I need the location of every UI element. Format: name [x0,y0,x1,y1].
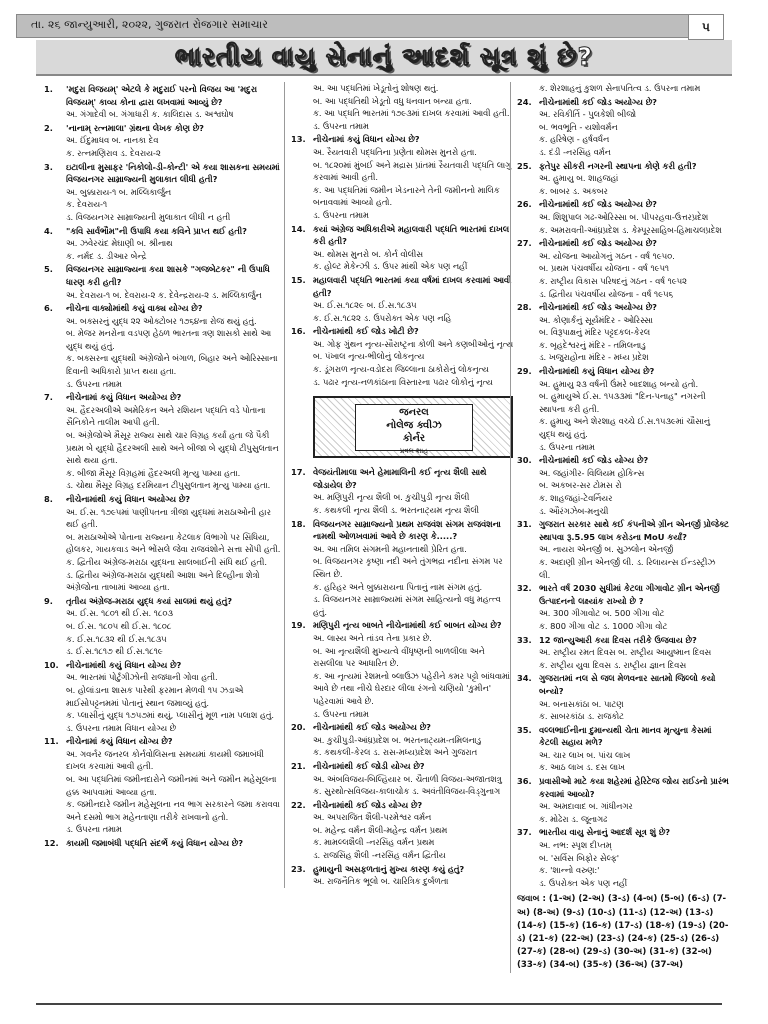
answer-option: ડ. દ્વિતીય પંચવર્ષીય યોજના - વર્ષ ૧૯૫૬ [539,288,674,299]
answer-option: ડ. ઉપરના તમામ [539,441,595,452]
answer-option: બ. 'સર્વિસ બિફોર સેલ્ફ' [539,852,620,863]
answer-option: ક. રત્નમણિરાવ ડ. દેવરાય-૨ [66,147,161,158]
question-number: 33. [517,634,532,645]
page-title: ભારતીય વાયુ સેનાનું આદર્શ સૂત્ર શું છે? [174,42,594,71]
question-number: 3. [44,161,53,172]
answer-option: ક. દેવરાય-૧ [66,199,108,210]
answer-option: ડ. ઉપરના તમામ [313,708,369,719]
question-number: 26. [517,199,532,210]
question-number: 36. [517,776,532,787]
answer-option: ક. સાબરકાંઠા ડ. રાજકોટ [539,711,624,722]
quiz-box-line3: કોર્નર [402,433,426,445]
question-text: નીચેનામાંથી કઈ જોડ યોગ્ય છે? [313,799,423,810]
answer-option: ક. બક્સરના યુદ્ધથી અંગ્રેજોને બંગાળ, બિહાર અને ઓરિસ્સાના દિવાની અધિકારો પ્રાપ્ત થયા હતા. [66,353,278,377]
answer-option: અ. ગોફ ગુંથન નૃત્ય-સૌરાષ્ટ્રના કોળી અને કણબીઓનું નૃત્ય [313,338,514,349]
question-number: 34. [517,673,532,684]
answer-option: અ. ગવર્નર જનરલ કોર્નવોલિસના સમયમાં કાયમી જમાબંધી દાખલ કરવામાં આવી હતી. [66,748,264,772]
answer-option: ડ. ચોથા મૈસૂર વિગ્રહ દરમિયાન ટીપુસુલતાન મૃત્યુ પામ્યા હતા. [66,480,271,491]
question-text: વિજયનગર સામ્રાજ્યના કયા શાસકે "ગજબેટકર" ની ઉપાધિ ધારણ કરી હતી? [66,264,270,287]
question-number: 6. [44,303,53,314]
question-text: નીચેનામાંથી કયું વિધાન અયોગ્ય છે? [66,494,191,504]
answer-option: અ. ઈ.સ.૧૮૨૯ બ. ઈ.સ.૧૮૩૫ [313,300,417,311]
answer-option: ડ. ઉપરના તમામ [313,209,369,220]
question-text: "કવિ સાર્વભૌમ"ની ઉપાધિ કયા કવિને પ્રાપ્ત થઈ હતી? [66,225,247,236]
answer-option: ક. ઈ.સ.૧૮૨૨ ડ. ઉપરોક્ત એક પણ નહિ [313,312,452,323]
answer-option: ડ. દંડી -નરસિંહ વર્મન [539,146,611,157]
question-number: 32. [517,583,532,594]
answer-option: ડ. દ્વિતીય અંગ્રેજ-મરાઠા યુદ્ધથી આશા અને દિલ્હીના શેત્રો અંગ્રેજોના તાબામાં આવ્યા હતા. [66,569,260,593]
answer-option: અ. લાસ્ય અને તાંડવ તેના પ્રકાર છે. [313,632,432,643]
question-text: નીચેનામાંથી કઈ જોડ અયોગ્ય છે? [539,238,657,249]
question-number: 25. [517,160,532,171]
question-text: ઇટાલીના મુસાફર 'નિકોલો-ડી-કોન્ટી' એ કયા શાસકના સમયમાં વિજયનગર સામ્રાજ્યની મુલાકાત લીધી હતી? [66,161,280,185]
question-number: 4. [44,225,53,236]
answer-option: ડ. ઉપરના તમામ [313,120,369,131]
question [291,325,513,338]
answer-option: ડ. ખજુરાહોના મંદિર - મધ્ય પ્રદેશ [539,352,649,363]
answer-option: અ. બુક્કારાય-૧ બ. મલ્લિકાર્જુન [66,186,172,197]
question [44,161,282,186]
question-number: 10. [44,659,59,670]
question-text: ગુજરાતમાં નલ સે જલ મેળવનાર સાતમો જિલ્લો કયો બન્યો? [539,673,716,696]
question-text: નીચેનામાંથી કઈ જોડ અયોગ્ય છે? [539,96,657,107]
answer-option: અ. ભારતમાં પોર્ટુગીઝોની રાજધાની ગોવા હતી. [66,672,218,683]
question [517,365,729,378]
question [517,454,729,467]
question [517,672,729,697]
question [44,225,282,238]
question-text: ભારતીય વાયુ સેનાનું આદર્શ સૂત્ર શું છે? [539,827,671,838]
answer-option: અ. આ તમિલ સંગમની મહાનતાથી પ્રેરિત હતા. [313,543,467,554]
question-text: નીચેનામાંથી કયું વિધાન યોગ્ય છે? [539,366,655,377]
question [517,518,729,543]
question [517,826,729,839]
question [291,518,513,543]
question-number: 29. [517,366,532,377]
question-number: 18. [291,518,306,529]
question [44,302,282,315]
question-text: નીચેનામાં કયું વિધાન અયોગ્ય છે? [66,392,182,403]
question-number: 35. [517,724,532,735]
answer-option: બ. અકબર-સર ટોમસ રો [539,480,622,491]
question-number: 30. [517,455,532,466]
question-text: નીચેનામાંથી કઈ જોડ અયોગ્ય છે? [539,199,657,210]
answer-option: અ. રૈયતવારી પદ્ધતિના પ્રણેતા થોમસ મુનરો હતા. [313,146,477,157]
answer-option: ક. હુમાયુ અને શેરશાહ વચ્ચે ઈ.સ.૧૫૩૯માં ચૌસાનું યુદ્ધ થયું હતું. [539,416,711,440]
question [291,466,513,491]
question [517,724,729,749]
answer-option: અ. કુચીપુડી-આંધ્રપ્રદેશ બ. ભરતનાટ્યમ-તમિલનાડુ [313,734,482,745]
question-text: નીચેનામાંથી કઈ જોડ ખોટી છે? [313,326,419,337]
answer-option: અ. અંબવિજય-બિલ્હિયાર બ. ચૈતાળી વિજય-અજાતશત્રુ [313,773,502,784]
answer-option: અ. નભ: સ્પૃશ દીપ્તમ્ [539,840,612,851]
question [517,775,729,800]
answer-option: ડ. રાજસિંહ શૈલી -નરસિંહ વર્મન દ્વિતીય [313,850,446,861]
question-text: નીચેનામાંથી કઈ જોડ અયોગ્ય છે? [313,722,431,733]
answer-option: અ. ઝવેરચંદ મેઘાણી બ. શ્રીનાથ [66,238,173,249]
question-number: 19. [291,620,306,631]
answer-option: અ. ચાર લાખ બ. પાંચ લાખ [539,749,631,760]
question [291,133,513,146]
answer-option: અ. ઈ.સ. ૧૮૦૧ થી ઈ.સ. ૧૮૦૩ [66,608,173,619]
question [517,582,729,607]
question-number: 17. [291,467,306,478]
answer-option: બ. આ પદ્ધતિથી ખેડૂતો વધુ ધનવાન બન્યા હતા. [313,95,472,106]
answer-key: જવાબ : (1-અ) (2-અ) (3-ડ) (4-બ) (5-બ) (6-ડ) (7-અ) (8-અ) (9-ડ) (10-ડ) (11-ડ) (12-અ) (13-ડ) (14-ક) (15-ક) (16-ક) (17-ડ) (18-ક) (19-ડ) (20-ડ) (21-ક) (22-અ) (23-ડ) (24-ક) (25-ડ) (26-ડ) (27-ક) (28-બ) (29-ડ) (30-અ) (31-ક) (32-બ) (33-ક) (34-બ) (35-ક) (36-અ) (37-અ) [517,894,729,971]
question-number: 14. [291,223,306,234]
question [44,659,282,672]
answer-option: ક. 'શાન્નો વરુણ:' [539,865,600,876]
question [44,83,282,108]
question [291,223,513,248]
question-text: કયાં અંગ્રેજ અધિકારીએ મહાલવારી પદ્ધતિ ભારતમાં દાખલ કરી હતી? [313,223,510,247]
answer-option: ક. કથકલી-કેરલ ડ. રાસ-મધ્યપ્રદેશ અને ગુજરાત [313,747,478,758]
question-number: 27. [517,238,532,249]
quiz-box-line1: જનરલ [399,407,429,419]
question-text: ભારતે વર્ષ 2030 સુધીમાં કેટલા ગીગાવોટ ગ્રીન એનર્જી ઉત્પાદનનો લક્ષ્યાંક રાખ્યો છે ? [539,583,720,606]
answer-option: ક. ડૂંગરાળ નૃત્ય-વડોદરા જિલ્લાના ઠાકોરોનું લોકનૃત્ય [313,364,489,375]
answer-option: બ. મેજર મનરોના વડપણ હેઠળ ભારતના ત્રણ શાસકો સાથે આ યુદ્ધ થયું હતું. [66,328,271,351]
answer-option: બ. પંખાલ નૃત્ય-ભીલોનું લોકનૃત્ય [313,351,425,362]
answer-option: ડ. ઈ.સ.૧૮૧૭ થી ઈ.સ.૧૮૧૯ [66,646,163,657]
answer-option: ડ. ઉપરના તમામ [66,824,122,835]
answer-option: ડ. પઢાર નૃત્ય-નળકાંઠાના વિસ્તારના પઢાર લોકોનું નૃત્ય [313,376,493,387]
answer-option: અ. ઈ.સ. ૧૭૯૫માં પાણીપતના ત્રીજા યુદ્ધમાં મરાઠાઓની હાર થઈ હતી. [66,506,271,530]
question-text: નીચેનામાં કયું વિધાન યોગ્ય છે? [313,134,420,145]
answer-option: ડ. ઔરંગઝેબ-મનુચી [539,505,609,516]
question [517,237,729,250]
answer-option: બ. આ પદ્ધતિમાં જમીનદારોને જમીનમાં અને જમીન મહેસૂલના હક્ક આપવામાં આવ્યા હતા. [66,774,277,797]
answer-option: ક. કથકલી નૃત્ય શૈલી ડ. ભરતનાટ્યમ નૃત્ય શૈલી [313,505,479,516]
question-text: મહાલવારી પદ્ધતિ ભારતમાં કયા વર્ષમાં દાખલ કરવામાં આવી હતી? [313,274,512,298]
answer-option: ડ. ઉપરના તમામ વિધાન યોગ્ય છે [66,722,177,733]
question-text: હુમાયુની અસફળતાનું મુખ્ય કારણ કયું હતું? [313,863,465,874]
question [44,735,282,748]
question-text: વલ્લભાઈનીના દુમાન્યથી ચેતા માનવ મૃત્યુના કેસમાં કેટલી સહાય મળે? [539,724,712,748]
answer-option: બ. હુમાયુએ ઈ.સ. ૧૫૩૩માં "દિન-પનાહ" નગરની સ્થાપના કરી હતી. [539,391,706,414]
question [44,391,282,404]
answer-option: ક. હરિષેણ - હર્ષવર્ધન [539,134,610,145]
answer-option: બ. આ નૃત્યશૈલી મુખ્યત્વે વીંધૃષ્ણની બાળલીલા અને રાસલીલા પર આધારિત છે. [313,645,485,669]
question [291,760,513,773]
answer-option: અ. જહાંગીર- વિલિયમ હોકિન્સ [539,467,645,478]
question-number: 24. [517,96,532,107]
question-number: 11. [44,736,59,747]
answer-option: અ. હૈદરઅલીએ અમેરિકન અને રશિયન પદ્ધતિ વડે પોતાના સૈનિકોને તાલીમ આપી હતી. [66,404,266,428]
answer-option: અ. 300 ગીગાવોટ બ. 500 ગીગા વોટ [539,608,665,619]
answer-option: અ. યોજના આયોગનું ગઠન - વર્ષ ૧૯૫૦. [539,250,675,261]
answer-option: અ. કોણાર્કનું સૂર્યમંદિર - ઓરિસ્સા [539,314,653,325]
question-number: 15. [291,274,306,285]
answer-option: ડ. ઉપરોક્ત એક પણ નહીં [539,877,628,888]
dateline: તા. ૨૬ જાન્યુઆરી, ૨૦૨૨, ગુજરાત રોજગાર સમાચાર [31,18,268,31]
question-text: 'નાનામ્ રત્નમાલા' ગ્રંથના લેખક કોણ છે? [66,122,204,133]
question [517,634,729,647]
answer-option: ક. નર્મદ ડ. ડીઆર બેન્દ્રે [66,250,147,261]
answer-option: અ. રાજનૈતિક ભૂલો બ. ચારિત્રિક દુર્બળતા [313,876,449,887]
answer-option: બ. ૧૮૨૦માં મુંબઈ અને મદ્રાસ પ્રાંતમાં રૈયતવારી પદ્ધતિ લાગુ કરવામાં આવી હતી. [313,159,512,183]
question-number: 16. [291,326,306,337]
answer-option: અ. બક્સરનું યુદ્ધ ૨૨ ઓક્ટોબર ૧૭૬૪ના રોજ થયું હતું. [66,315,257,326]
question [44,122,282,135]
answer-option: ક. હરિહર અને બુક્કારાયના પિતાનું નામ સંગમ હતું. [313,581,483,592]
question-text: તૃતીય અંગ્રેજ-મરાઠા યુદ્ધ કયાં સાલમાં થયું હતું? [66,595,233,606]
question-number: 22. [291,799,306,810]
answer-option: અ. બનાસકાંઠા બ. પાટણ [539,698,624,709]
question-text: નીચેનામાંથી કઈ જોડ યોગ્ય છે? [539,455,649,466]
answer-option: બ. ઈ.સ. ૧૮૦૫ થી ઈ.સ. ૧૮૦૮ [66,620,172,631]
question-text: નીચેનામાંથી કઈ જોડી યોગ્ય છે? [313,760,425,771]
answer-option: અ. હુમાયુ બ. શાહજહાં [539,173,619,184]
answer-option: અ. રવિકીર્તિ - પુલકેશી બીજો [539,109,637,120]
question-number: 21. [291,760,306,771]
question [291,721,513,734]
answer-option: ક. દ્વિતીય અંગ્રેજ-મરાઠા યુદ્ધના સાલબાઈની સંધિ થઈ હતી. [66,556,267,567]
answer-option: ડ. વિજયનગર સામ્રાજ્યની મુલાકાત લીધી ન હતી [66,211,231,222]
answer-option: ક. આઠ લાખ ડ. દસ લાખ [539,762,625,773]
question-number: 28. [517,302,532,313]
answer-option: ક. શેરશાહનું કુશળ સેનાપતિત્વ ડ. ઉપરના તમામ [539,83,701,93]
question-number: 23. [291,863,306,874]
answer-option: ક. રાષ્ટ્રીય વિકાસ પરિષદનું ગઠન - વર્ષ ૧૯૫૨ [539,275,687,286]
question-number: 12. [44,838,59,849]
answer-option: ક. આ નૃત્યમાં રેશમનો બ્લાઉઝ પહેરીને કમર પટ્ટો બાંધવામાં આવે છે તથા નીચે ઘેરદાર લીલા રંગનો ચણિયો 'કુમીન' પહેરવામાં આવે છે. [313,670,510,706]
bottom-rule [36,1003,722,1005]
column-2 [284,82,513,888]
column-1 [44,82,282,850]
question [517,96,729,109]
question-text: નીચેનામાં કયું વિધાન યોગ્ય છે? [66,736,173,747]
question [44,837,282,850]
answer-option: ક. 800 ગીગા વોટ ડ. 1000 ગીગા વોટ [539,620,668,631]
question [517,198,729,211]
answer-option: ક. જમીનદારે જમીન મહેસૂલના નવ ભાગ સરકારને જમા કરાવવા અને દસમો ભાગ મહેનતાણા તરીકે રાખવાનો હતો. [66,799,280,822]
quiz-box-line2: નોલેજ ક્વીઝ [386,420,442,432]
answer-option: બ. મહેન્દ્ર વર્મન શૈલી-મહેન્દ્ર વર્મન પ્રથમ [313,824,448,835]
answer-option: ક. શાહજહાં-ટેવર્નિયર [539,493,613,503]
answer-option: અ. અમદાવાદ બ. ગાંધીનગર [539,801,633,812]
question-text: વેજયંતીમાલા અને હેમામાલિની કઈ નૃત્ય શૈલી સાથે જોડાયેલ છે? [313,467,487,490]
answer-option: ક. અદાણી ગ્રીન એનર્જી લી. ડ. રિલાયન્સ ઈન્ડસ્ટ્રીઝ લી. [539,556,716,580]
question-number: 7. [44,392,53,403]
answer-option: ક. અમરાવતી-આંધ્રપ્રદેશ ડ. કેમ્પૂરસાહિબ-હિમાચલપ્રદેશ [539,224,722,235]
question-number: 8. [44,494,53,504]
question-text: નીચેનામાંથી કઈ જોડ અયોગ્ય છે? [539,302,657,313]
answer-option: ડ. વિજયનગર સામ્રાજ્યમાં સંગમ સાહિત્યનો વધુ મહત્ત્વ હતું. [313,594,501,617]
answer-option: અ. રાષ્ટ્રીય રમત દિવસ બ. રાષ્ટ્રીય આયુષ્માન દિવસ [539,647,712,658]
headline-banner [36,40,732,76]
question-text: ફતેપુર સીકરી નગરની સ્થાપના કોણે કરી હતી? [539,160,697,171]
answer-option: બ. પ્રથમ પંચવર્ષીય યોજના - વર્ષ ૧૯૫૧ [539,263,669,274]
question-text: નીચેનામાંથી કયું વિધાન યોગ્ય છે? [66,659,182,670]
answer-option: ક. ઈ.સ.૧૮૩૨ થી ઈ.સ.૧૮૩૫ [66,633,167,644]
question-text: કાયમી જમાબંધી પદ્ધતિ સંદર્ભે કયું વિધાન યોગ્ય છે? [66,838,244,849]
question-text: 12 જાન્યુઆરી કયા દિવસ તરીકે ઉજવાય છે? [539,634,697,645]
question-number: 2. [44,122,53,133]
question-text: પ્રવાસીઓ માટે કયા શહેરમાં હેરિટેજ જોય રાઈડનો પ્રારંભ કરવામાં આવ્યો? [539,776,729,799]
answer-option: અ. અપરાજિત શૈલી-પરમેશ્વર વર્મન [313,812,432,823]
question-number: 13. [291,134,306,145]
answer-option: બ. વિજયનગર કૃષ્ણા નદી અને તુંગભદ્રા નદીના સંગમ પર સ્થિત છે. [313,556,503,579]
answer-option: ક. સુરથોત્સવિજય-કાલાચોક ડ. અવંતીવિજય-વિડ્ગુનાગ [313,786,501,797]
answer-option: ક. બીજા મૈસૂર વિગ્રહમાં હૈદરઅલી મૃત્યુ પામ્યા હતા. [66,467,241,478]
question-text: ગુજરાત સરકાર સાથે કઈ કંપનીએ ગ્રીન એનર્જી પ્રોજેક્ટ સ્થાપવા રૂ.5.95 લાખ કરોડના MoU કર્યાં? [539,519,729,542]
quiz-corner-box [313,396,513,458]
answer-option: અ. શિશુપાલ ગઢ-ઓરિસ્સા બ. પીપરહવા-ઉત્તરપ્રદેશ [539,211,709,222]
question-text: 'મદુરા વિજયમ્' એટલે કે મદુરાઈ પરનો વિજય આ 'મદુરા વિજયમ્' કાવ્ય કોના દ્વારા લખવામાં આવ્યું છે? [66,84,258,107]
question [44,263,282,288]
answer-option: ક. મોઢેરા ડ. જૂનાગઢ [539,813,608,824]
question [44,595,282,608]
column-3 [510,82,729,973]
answer-option: ક. મામલ્લશૈલી -નરસિંહ વર્મન પ્રથમ [313,837,435,848]
answer-option: બ. ભવભૂતિ - યશોવર્મન [539,121,618,132]
answer-option: અ. આ પદ્ધતિમાં ખેડૂતોનું શોષણ થતું. [313,83,439,93]
question-number: 37. [517,827,532,838]
question [44,493,282,506]
answer-option: અ. દેવરાય-૧ બ. દેવરાય-૨ ક. દેવેન્દ્રરાય-૨ ડ. મલ્લિકાર્જુન [66,289,262,300]
answer-option: ક. પ્લાસીનું યુદ્ધ ૧૭૫૭માં થયું, પ્લાસીનું મૂળ નામ પલાશ હતું. [66,710,274,721]
question-text: નીચેના વાક્યોમાંથી કયું વાક્ય યોગ્ય છે? [66,303,203,314]
answer-option: બ. વિરૂપાક્ષનું મંદિર પટ્ટદકલ-કેરલ [539,327,651,338]
question [291,799,513,812]
question-number: 9. [44,595,53,606]
answer-option: અ. મણિપુરી નૃત્ય શૈલી બ. કુચીપુડી નૃત્ય શૈલી [313,492,470,503]
answer-option: ક. બાબર ડ. અકબર [539,185,608,196]
answer-option: અ. હુમાયુ ૨૩ વર્ષની ઉંમરે બાદશાહ બન્યો હતો. [539,378,699,389]
answer-option: અ. થોમસ મુનરો બ. કોર્ન વોલીસ [313,248,424,259]
question-number: 1. [44,84,53,94]
answer-option: બ. અંગ્રેજોએ મૈસૂર રાજ્ય સાથે ચાર વિગ્રહ કર્યા હતા જે પૈકી પ્રથમ બે યુદ્ધો હૈદરઅલી સાથે અને બીજા બે યુદ્ધો ટીપુસુલતાન સાથે થયા હતા. [66,430,279,466]
question [291,619,513,632]
question [291,274,513,299]
answer-option: અ. ગંગાદેવી બ. ગંગાધારી ક. કાલિદાસ ડ. અશ્વઘોષ [66,109,234,120]
question [517,160,729,173]
answer-option: ક. હોલ્ટ મેકેન્ઝી ડ. ઉપર માંથી એક પણ નહીં [313,261,468,272]
answer-option: બ. હોલાંડાના શાસક પારેથી ફરમાન મેળવી ૧૫ ઝડાએ માઈસોપટ્ટનમમાં પોતાનું સ્થાન જમાવ્યું હતું. [66,684,244,708]
question-text: મણિપુરી નૃત્ય બાબતે નીચેનામાંથી કઈ બાબત યોગ્ય છે? [313,620,502,631]
question-number: 5. [44,264,53,275]
header-bar [16,14,724,38]
question-text: વિજયનગર સામ્રાજ્યનો પ્રથમ રાજવંશ સંગમ રાજવંશના નામથી ઓળખવામાં આવે છે કારણ કે.....? [313,518,501,542]
question-number: 31. [517,519,532,530]
answer-option: અ. નાયરા એનર્જી બ. સુઝલોન એનર્જી [539,544,673,555]
answer-option: ક. બૃહદેશ્વરનું મંદિર - તમિલનાડુ [539,339,646,350]
answer-option: અ. ઈંદુમાધવ બ. નાનકા દેવ [66,135,159,146]
answer-option: ક. આ પદ્ધતિમાં જમીન ખેડનારને તેની જમીનનો માલિક બનાવવામાં આવ્યો હતો. [313,184,500,208]
answer-option: ક. આ પદ્ધતિ ભારતમાં ૧૭૯૩માં દાખલ કરવામાં આવી હતી. [313,108,510,119]
answer-option: ડ. ઉપરના તમામ [66,378,122,389]
page-number: ૫ [688,14,724,40]
answer-option: બ. મરાઠાઓએ પોતાના રાજ્યના કેટલાક વિભાગો પર સિંધિયા, હોલકર, ગાયકવાડ અને ભોંસલે જેવા રાજવંશોને સત્તા સોંપી હતી. [66,531,281,555]
answer-option: ક. રાષ્ટ્રીય યુવા દિવસ ડ. રાષ્ટ્રીય જ્ઞાન દિવસ [539,659,687,670]
quiz-box-author: પ્રવલ શાહ [399,447,429,456]
question [517,301,729,314]
question-number: 20. [291,722,306,733]
question [291,863,513,876]
